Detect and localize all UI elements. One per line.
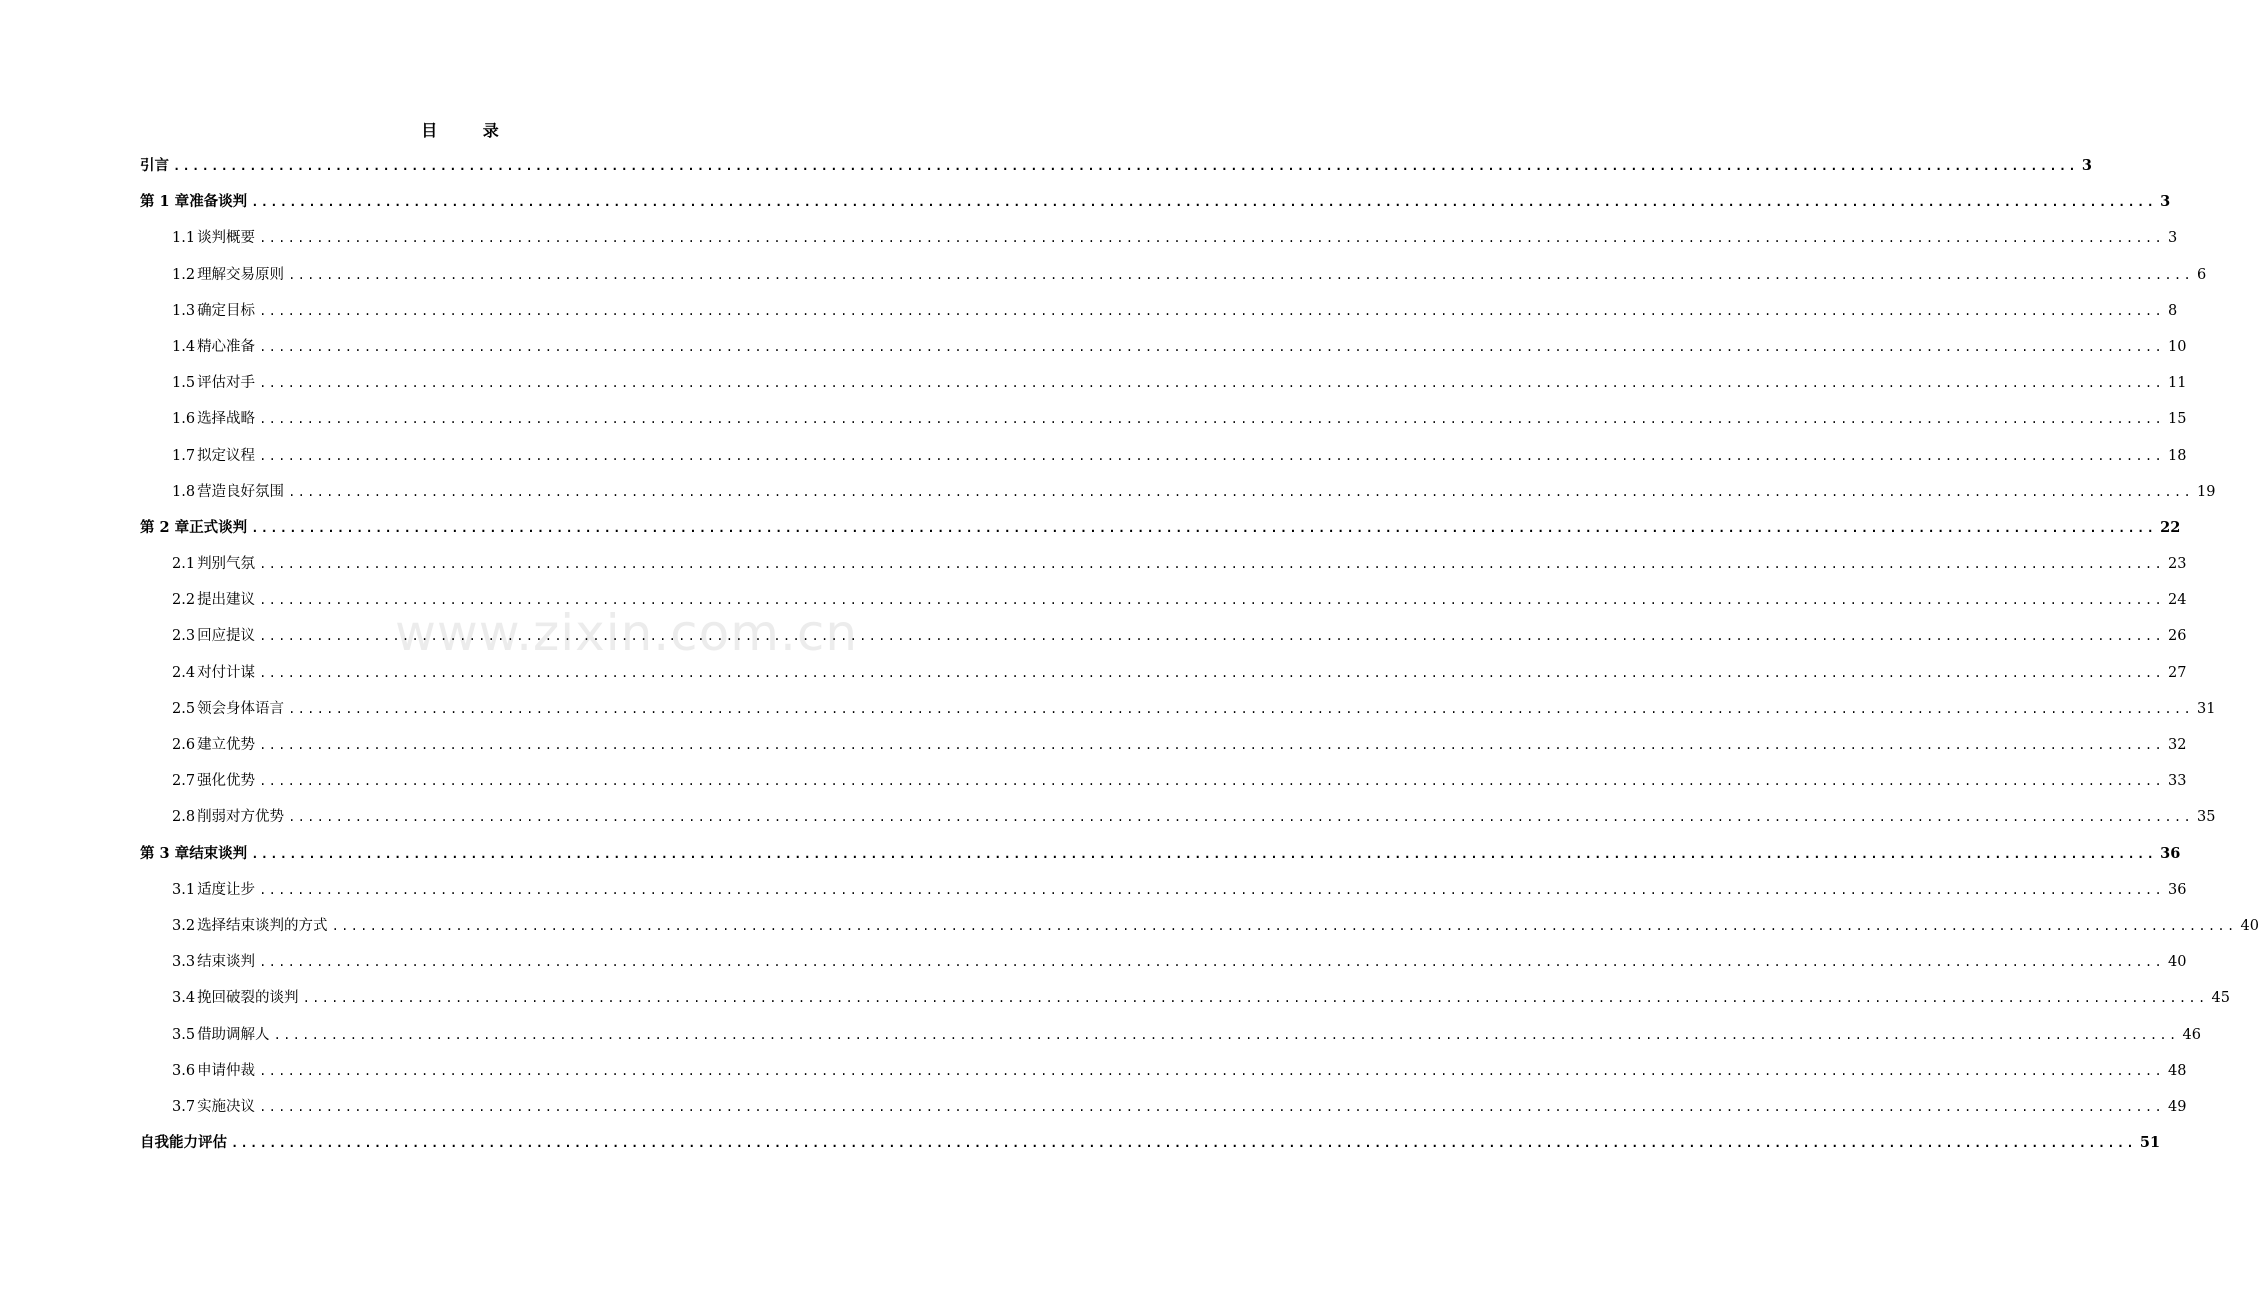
page-number: 10 [2167, 338, 2187, 355]
page-number: 3 [2167, 230, 2178, 247]
toc-entry[interactable] [140, 691, 2216, 727]
section-number: 1.8 [172, 483, 196, 500]
toc-entry-title: 拟定议程 [197, 447, 256, 464]
toc-entry[interactable] [140, 944, 2187, 980]
toc-entry-title: 评估对手 [197, 375, 256, 392]
dot-leader: ........................................................................................................................................................................................................ [259, 738, 2164, 752]
toc-entry-title: 建立优势 [197, 737, 256, 753]
dot-leader: ........................................................................................................................................................................................................ [259, 1063, 2164, 1078]
toc-entry[interactable] [140, 474, 2216, 510]
toc-entry[interactable] [140, 799, 2216, 835]
dot-leader: ........................................................................................................................................................................................................ [288, 484, 2193, 499]
dot-leader: ........................................................................................................................................................................................................ [259, 665, 2164, 680]
toc-entry-title: 引言 [140, 157, 169, 174]
page-number: 51 [2139, 1134, 2161, 1152]
page-number: 49 [2167, 1098, 2187, 1115]
section-number: 3.6 [172, 1062, 196, 1079]
toc-entry-title: 借助调解人 [197, 1026, 270, 1043]
dot-leader: ........................................................................................................................................................................................................ [288, 810, 2193, 825]
toc-entry-title: 适度让步 [197, 881, 256, 898]
toc-entry[interactable] [140, 908, 2259, 944]
section-number: 2.5 [172, 700, 196, 717]
toc-entry-title: 确定目标 [197, 302, 256, 319]
toc-entry-title: 理解交易原则 [197, 266, 285, 283]
toc-entry-title: 选择战略 [197, 411, 256, 428]
toc-entry[interactable] [140, 836, 2181, 872]
section-number: 2.4 [172, 664, 196, 681]
chapter-number: 第 2 章 [140, 518, 190, 536]
chapter-number: 第 3 章 [140, 844, 190, 862]
page-number: 35 [2196, 809, 2216, 826]
section-number: 1.2 [172, 266, 196, 283]
dot-leader: ........................................................................................................................................................................................................ [251, 195, 2157, 210]
toc-entry[interactable] [140, 438, 2187, 474]
section-number: 1.1 [172, 230, 196, 247]
dot-leader: ........................................................................................................................................................................................................ [259, 448, 2164, 463]
dot-leader: ........................................................................................................................................................................................................ [259, 412, 2164, 427]
toc-entry-title: 提出建议 [197, 592, 256, 609]
page-number: 26 [2167, 628, 2187, 645]
page-number: 40 [2240, 917, 2259, 934]
dot-leader: ........................................................................................................................................................................................................ [251, 846, 2157, 861]
section-number: 1.5 [172, 375, 196, 392]
toc-entry-title: 领会身体语言 [197, 700, 285, 717]
dot-leader: ........................................................................................................................................................................................................ [259, 557, 2164, 572]
page-number: 32 [2167, 737, 2187, 753]
dot-leader: ........................................................................................................................................................................................................ [302, 991, 2208, 1006]
dot-leader: ........................................................................................................................................................................................................ [259, 1099, 2164, 1114]
toc-entry-title: 精心准备 [197, 338, 256, 355]
toc-entry[interactable] [140, 293, 2178, 329]
section-number: 1.6 [172, 411, 196, 428]
section-number: 3.5 [172, 1026, 196, 1043]
toc-entry[interactable] [140, 148, 2093, 184]
section-number: 3.4 [172, 990, 196, 1007]
section-number: 3.3 [172, 954, 196, 971]
toc-entry-title: 削弱对方优势 [197, 809, 285, 826]
toc-entry[interactable] [140, 365, 2187, 401]
dot-leader: ........................................................................................................................................................................................................ [251, 520, 2157, 535]
dot-leader: ........................................................................................................................................................................................................ [259, 303, 2164, 318]
toc-entry[interactable] [140, 727, 2187, 763]
section-number: 1.3 [172, 302, 196, 319]
toc-entry-title: 营造良好氛围 [197, 483, 285, 500]
toc-entry-title: 判别气氛 [197, 556, 256, 573]
page-number: 45 [2211, 990, 2230, 1007]
toc-entry-title: 申请仲裁 [197, 1062, 256, 1079]
page-number: 3 [2081, 157, 2093, 174]
table-of-contents [140, 148, 2259, 1161]
page-number: 3 [2160, 193, 2171, 211]
page-number: 48 [2167, 1062, 2187, 1079]
section-number: 2.2 [172, 592, 196, 609]
toc-entry-title: 回应提议 [197, 628, 256, 645]
toc-entry-title: 谈判概要 [197, 230, 256, 247]
toc-entry-title: 自我能力评估 [140, 1134, 227, 1152]
dot-leader: ........................................................................................................................................................................................................ [259, 231, 2164, 246]
toc-entry-title: 挽回破裂的谈判 [197, 990, 299, 1007]
toc-entry-title: 结束谈判 [197, 954, 256, 971]
toc-entry[interactable] [140, 1125, 2161, 1161]
page-number: 23 [2167, 556, 2187, 573]
page-number: 18 [2167, 447, 2187, 464]
section-number: 1.7 [172, 447, 196, 464]
toc-entry[interactable] [140, 1017, 2201, 1053]
toc-entry-title: 对付计谋 [197, 664, 256, 681]
section-number: 2.1 [172, 556, 196, 573]
page-number: 33 [2167, 773, 2187, 790]
toc-entry[interactable] [140, 763, 2187, 799]
page-number: 15 [2167, 411, 2187, 428]
page-number: 22 [2160, 518, 2181, 536]
toc-entry[interactable] [140, 980, 2230, 1016]
toc-entry[interactable] [140, 582, 2187, 618]
toc-entry[interactable] [140, 546, 2187, 582]
section-number: 3.7 [172, 1098, 196, 1115]
page-number: 36 [2160, 844, 2181, 862]
section-number: 3.1 [172, 881, 196, 898]
page-number: 36 [2167, 881, 2187, 898]
toc-entry-title: 强化优势 [197, 773, 256, 790]
section-number: 2.8 [172, 809, 196, 826]
toc-entry[interactable] [140, 220, 2178, 256]
dot-leader: ........................................................................................................................................................................................................ [259, 774, 2164, 789]
dot-leader: ........................................................................................................................................................................................................ [173, 159, 2078, 173]
dot-leader: ........................................................................................................................................................................................................ [288, 267, 2193, 282]
chapter-number: 第 1 章 [140, 193, 190, 211]
dot-leader: ........................................................................................................................................................................................................ [259, 955, 2164, 970]
dot-leader: ........................................................................................................................................................................................................ [273, 1027, 2179, 1042]
section-number: 1.4 [172, 338, 196, 355]
section-number: 2.6 [172, 737, 196, 753]
toc-entry[interactable] [140, 401, 2187, 437]
section-number: 2.3 [172, 628, 196, 645]
page-number: 27 [2167, 664, 2187, 681]
toc-entry[interactable] [140, 872, 2187, 908]
page-number: 46 [2182, 1026, 2201, 1043]
page-number: 24 [2167, 592, 2187, 609]
toc-entry-title: 实施决议 [197, 1098, 256, 1115]
toc-entry[interactable] [140, 655, 2187, 691]
toc-entry-title: 结束谈判 [189, 844, 248, 862]
toc-entry-title: 正式谈判 [189, 518, 248, 536]
dot-leader: ........................................................................................................................................................................................................ [259, 629, 2164, 644]
page-number: 31 [2196, 700, 2216, 717]
page-number: 6 [2196, 266, 2207, 283]
page-number: 40 [2167, 954, 2187, 971]
toc-entry-title: 准备谈判 [189, 193, 248, 211]
dot-leader: ........................................................................................................................................................................................................ [259, 376, 2164, 391]
dot-leader: ........................................................................................................................................................................................................ [259, 593, 2164, 608]
toc-title: 目 录 [421, 121, 519, 140]
dot-leader: ........................................................................................................................................................................................................ [231, 1136, 2136, 1151]
watermark: www.zixin.com.cn [395, 604, 859, 662]
toc-entry[interactable] [140, 257, 2207, 293]
page-number: 8 [2167, 302, 2178, 319]
toc-entry[interactable] [140, 618, 2187, 654]
toc-entry[interactable] [140, 1089, 2187, 1125]
dot-leader: ........................................................................................................................................................................................................ [288, 701, 2193, 716]
toc-entry[interactable] [140, 1053, 2187, 1089]
dot-leader: ........................................................................................................................................................................................................ [331, 918, 2237, 933]
toc-entry[interactable] [140, 329, 2187, 365]
dot-leader: ........................................................................................................................................................................................................ [259, 882, 2164, 897]
section-number: 3.2 [172, 917, 196, 934]
dot-leader: ........................................................................................................................................................................................................ [259, 339, 2164, 354]
page-number: 19 [2196, 483, 2216, 500]
page-number: 11 [2167, 375, 2187, 392]
toc-entry-title: 选择结束谈判的方式 [197, 917, 328, 934]
toc-entry[interactable] [140, 184, 2171, 220]
section-number: 2.7 [172, 773, 196, 790]
toc-entry[interactable] [140, 510, 2181, 546]
